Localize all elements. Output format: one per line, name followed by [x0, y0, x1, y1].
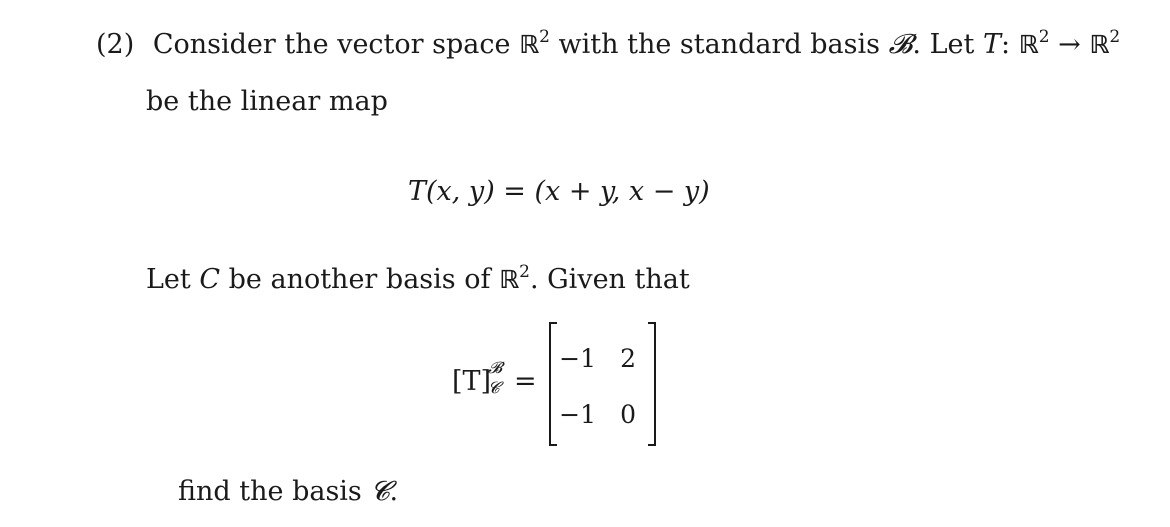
task-line [178, 478, 398, 505]
given-suffix: . Given that [529, 264, 690, 295]
problem-line-1 [96, 27, 1121, 60]
problem-text-c: . Let [912, 29, 975, 60]
basis-b-symbol: 𝓑 [888, 29, 913, 60]
reals-symbol-given: ℝ [499, 265, 520, 294]
right-bracket [648, 322, 656, 446]
colon: : [1000, 29, 1011, 60]
map-equation [408, 178, 710, 205]
task-text: find the basis [178, 476, 362, 507]
arrow-icon: → [1058, 29, 1081, 60]
given-middle: be another basis of [228, 264, 491, 295]
problem-text-b: with the standard basis [558, 29, 880, 60]
given-line [146, 262, 690, 295]
map-t-symbol: T [982, 29, 1001, 60]
reals-symbol: ℝ [519, 30, 540, 59]
problem-text-line2: be the linear map [146, 86, 388, 117]
exponent-codomain: 2 [1109, 27, 1121, 47]
reals-symbol-domain: ℝ [1018, 30, 1039, 59]
exponent: 2 [539, 27, 550, 47]
map-equation-text: T(x, y) = (x + y, x − y) [408, 176, 710, 207]
matrix-cell-r1c2: 2 [620, 344, 636, 373]
exponent-given: 2 [519, 262, 530, 282]
matrix-cell-r2c1: −1 [559, 400, 596, 429]
task-period: . [389, 476, 399, 507]
matrix-lhs [452, 358, 503, 397]
problem-text-a: Consider the vector space [152, 29, 511, 60]
given-prefix: Let [146, 264, 191, 295]
matrix-cell-r2c2: 0 [620, 400, 636, 429]
matrix-sub: 𝓒 [488, 378, 500, 397]
matrix-cell-r1c1: −1 [559, 344, 596, 373]
exponent-domain: 2 [1038, 27, 1050, 47]
basis-c-symbol: C [199, 264, 221, 295]
transformation-matrix [452, 322, 662, 446]
problem-number: (2) [96, 29, 135, 60]
problem-line-2 [146, 88, 388, 115]
matrix-sup: 𝓑 [488, 358, 503, 377]
basis-c-script-symbol: 𝓒 [370, 476, 390, 507]
reals-symbol-codomain: ℝ [1089, 30, 1110, 59]
matrix-lhs-text: [T] [452, 366, 492, 397]
equals-sign: = [514, 366, 537, 397]
